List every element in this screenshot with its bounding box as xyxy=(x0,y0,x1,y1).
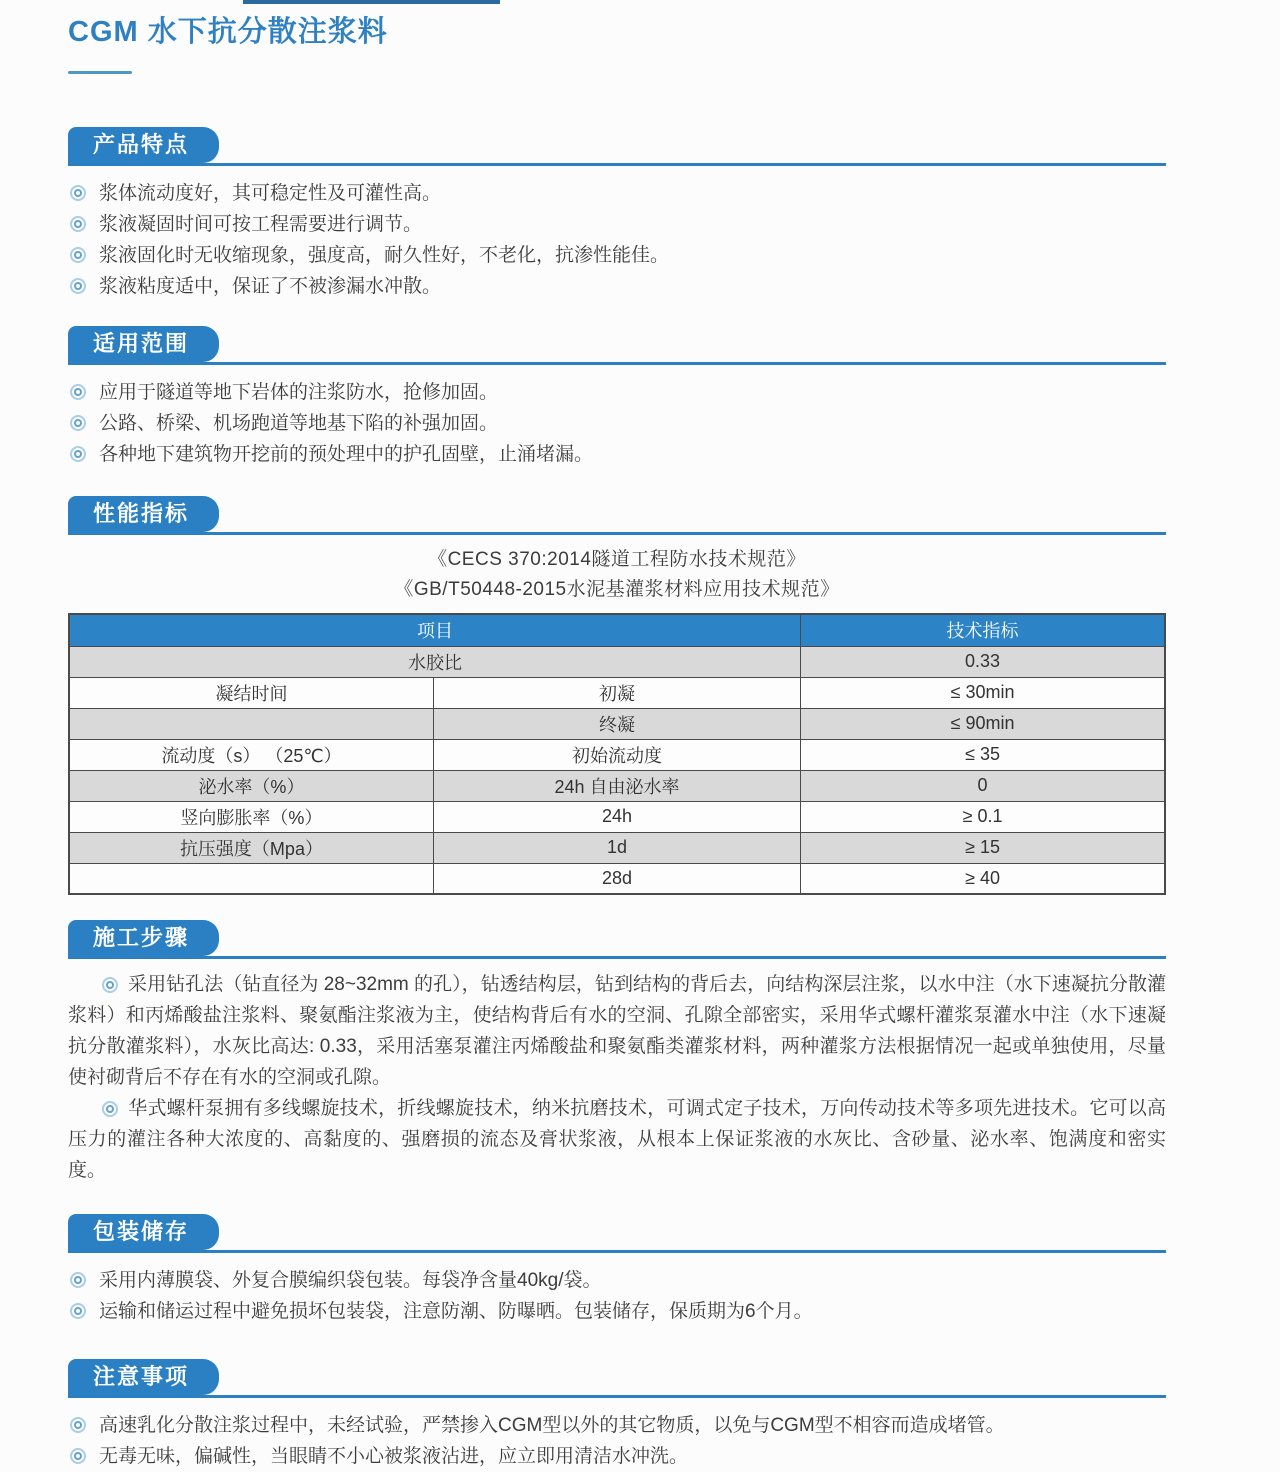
table-cell xyxy=(69,708,433,739)
ring-bullet-icon xyxy=(70,1272,86,1288)
ring-bullet-icon xyxy=(70,415,86,431)
table-cell: 初凝 xyxy=(433,677,800,708)
ring-bullet-icon xyxy=(70,247,86,263)
table-cell: 0.33 xyxy=(801,646,1165,677)
paragraph-text: 华式螺杆泵拥有多线螺旋技术，折线螺旋技术，纳米抗磨技术，可调式定子技术，万向传动技术等多项先进技术。它可以高压力的灌注各种大浓度的、高黏度的、强磨损的流态及膏状浆液，从根本上保证浆液的水灰比、含砂量、泌水率、饱满度和密实度。 xyxy=(68,1098,1166,1181)
standard-reference: 《GB/T50448-2015水泥基灌浆材料应用技术规范》 xyxy=(394,579,840,600)
packaging-heading-tab: 包装储存 xyxy=(68,1214,219,1250)
table-cell: ≥ 15 xyxy=(801,832,1165,863)
list-item xyxy=(68,1296,1166,1327)
list-item-text: 运输和储运过程中避免损坏包装袋，注意防潮、防曝晒。包装储存，保质期为6个月。 xyxy=(99,1301,813,1322)
notes-heading-tab: 注意事项 xyxy=(68,1359,219,1395)
paragraph xyxy=(68,1093,1166,1186)
ring-bullet-icon xyxy=(70,1303,86,1319)
ring-bullet-icon xyxy=(70,216,86,232)
list-item-text: 浆液粘度适中，保证了不被渗漏水冲散。 xyxy=(99,276,442,297)
page-title: CGM 水下抗分散注浆料 xyxy=(68,16,388,48)
list-item-text: 采用内薄膜袋、外复合膜编织袋包装。每袋净含量40kg/袋。 xyxy=(99,1270,602,1291)
table-row xyxy=(69,832,1165,863)
table-row xyxy=(69,708,1165,739)
table-cell: ≤ 30min xyxy=(801,677,1165,708)
table-cell: 水胶比 xyxy=(69,646,801,677)
list-item xyxy=(68,178,1166,209)
ring-bullet-icon xyxy=(102,1101,118,1117)
table-cell: 终凝 xyxy=(433,708,800,739)
table-cell: 泌水率（%） xyxy=(69,770,433,801)
list-item xyxy=(68,439,1166,470)
table-cell: ≥ 0.1 xyxy=(801,801,1165,832)
construction-heading-tab: 施工步骤 xyxy=(68,920,219,956)
table-header-row xyxy=(69,614,1165,646)
paragraph-text: 采用钻孔法（钻直径为 28~32mm 的孔），钻透结构层，钻到结构的背后去，向结构深层注浆，以水中注（水下速凝抗分散灌浆料）和丙烯酸盐注浆料、聚氨酯注浆液为主，使结构背后有水的空洞、孔隙全部密实，采用华式螺杆灌浆泵灌水中注（水下速凝抗分散灌浆料），水灰比高达: 0.33，采用活塞泵灌注丙烯酸盐和聚氨酯类灌浆材料，两种灌浆方法根据情况一起或单独使用，尽量使衬砌背后不存在有水的空洞或孔隙。 xyxy=(68,974,1166,1088)
ring-bullet-icon xyxy=(102,977,118,993)
table-cell: 28d xyxy=(433,863,800,894)
table-cell: 24h xyxy=(433,801,800,832)
ring-bullet-icon xyxy=(70,384,86,400)
list-item xyxy=(68,1265,1166,1296)
ring-bullet-icon xyxy=(70,1417,86,1433)
paragraph xyxy=(68,969,1166,1093)
list-item-text: 应用于隧道等地下岩体的注浆防水，抢修加固。 xyxy=(99,382,499,403)
table-cell: ≤ 35 xyxy=(801,739,1165,770)
section-header-construction xyxy=(68,920,1166,959)
table-header-indicator: 技术指标 xyxy=(801,614,1165,646)
table-row xyxy=(69,770,1165,801)
features-heading-tab: 产品特点 xyxy=(68,127,219,163)
list-item xyxy=(68,209,1166,240)
ring-bullet-icon xyxy=(70,185,86,201)
list-item xyxy=(68,1410,1166,1441)
table-header-item: 项目 xyxy=(69,614,801,646)
list-item-text: 各种地下建筑物开挖前的预处理中的护孔固壁，止涌堵漏。 xyxy=(99,444,594,465)
packaging-list xyxy=(68,1265,1166,1327)
table-row xyxy=(69,863,1165,894)
list-item-text: 高速乳化分散注浆过程中，未经试验，严禁掺入CGM型以外的其它物质，以免与CGM型不相容而造成堵管。 xyxy=(99,1415,1005,1436)
table-cell: 24h 自由泌水率 xyxy=(433,770,800,801)
table-cell: 1d xyxy=(433,832,800,863)
performance-table xyxy=(68,613,1166,895)
table-cell: 抗压强度（Mpa） xyxy=(69,832,433,863)
standard-reference: 《CECS 370:2014隧道工程防水技术规范》 xyxy=(428,549,806,570)
table-cell: 凝结时间 xyxy=(69,677,433,708)
list-item-text: 公路、桥梁、机场跑道等地基下陷的补强加固。 xyxy=(99,413,499,434)
standards-references xyxy=(68,545,1166,605)
list-item xyxy=(68,408,1166,439)
performance-heading-tab: 性能指标 xyxy=(68,496,219,532)
table-cell xyxy=(69,863,433,894)
section-header-scope xyxy=(68,326,1166,365)
table-cell: 0 xyxy=(801,770,1165,801)
scope-heading-tab: 适用范围 xyxy=(68,326,219,362)
list-item-text: 无毒无味，偏碱性，当眼睛不小心被浆液沾进，应立即用清洁水冲洗。 xyxy=(99,1446,689,1467)
table-cell: 流动度（s） （25℃） xyxy=(69,739,433,770)
list-item xyxy=(68,377,1166,408)
features-list xyxy=(68,178,1166,302)
document-page xyxy=(68,0,1166,1472)
table-row xyxy=(69,801,1165,832)
scope-list xyxy=(68,377,1166,470)
table-row xyxy=(69,677,1165,708)
table-row xyxy=(69,739,1165,770)
table-row xyxy=(69,646,1165,677)
ring-bullet-icon xyxy=(70,1448,86,1464)
ring-bullet-icon xyxy=(70,278,86,294)
section-header-performance xyxy=(68,496,1166,535)
list-item xyxy=(68,271,1166,302)
list-item-text: 浆液凝固时间可按工程需要进行调节。 xyxy=(99,214,423,235)
construction-paragraphs xyxy=(68,969,1166,1186)
section-header-packaging xyxy=(68,1214,1166,1253)
list-item xyxy=(68,240,1166,271)
section-header-notes xyxy=(68,1359,1166,1398)
list-item-text: 浆体流动度好，其可稳定性及可灌性高。 xyxy=(99,183,442,204)
ring-bullet-icon xyxy=(70,446,86,462)
list-item-text: 浆液固化时无收缩现象，强度高，耐久性好，不老化，抗渗性能佳。 xyxy=(99,245,670,266)
notes-list xyxy=(68,1410,1166,1472)
table-cell: 竖向膨胀率（%） xyxy=(69,801,433,832)
list-item xyxy=(68,1441,1166,1472)
section-header-features xyxy=(68,127,1166,166)
title-underline xyxy=(68,71,132,74)
table-cell: ≥ 40 xyxy=(801,863,1165,894)
table-cell: 初始流动度 xyxy=(433,739,800,770)
table-cell: ≤ 90min xyxy=(801,708,1165,739)
